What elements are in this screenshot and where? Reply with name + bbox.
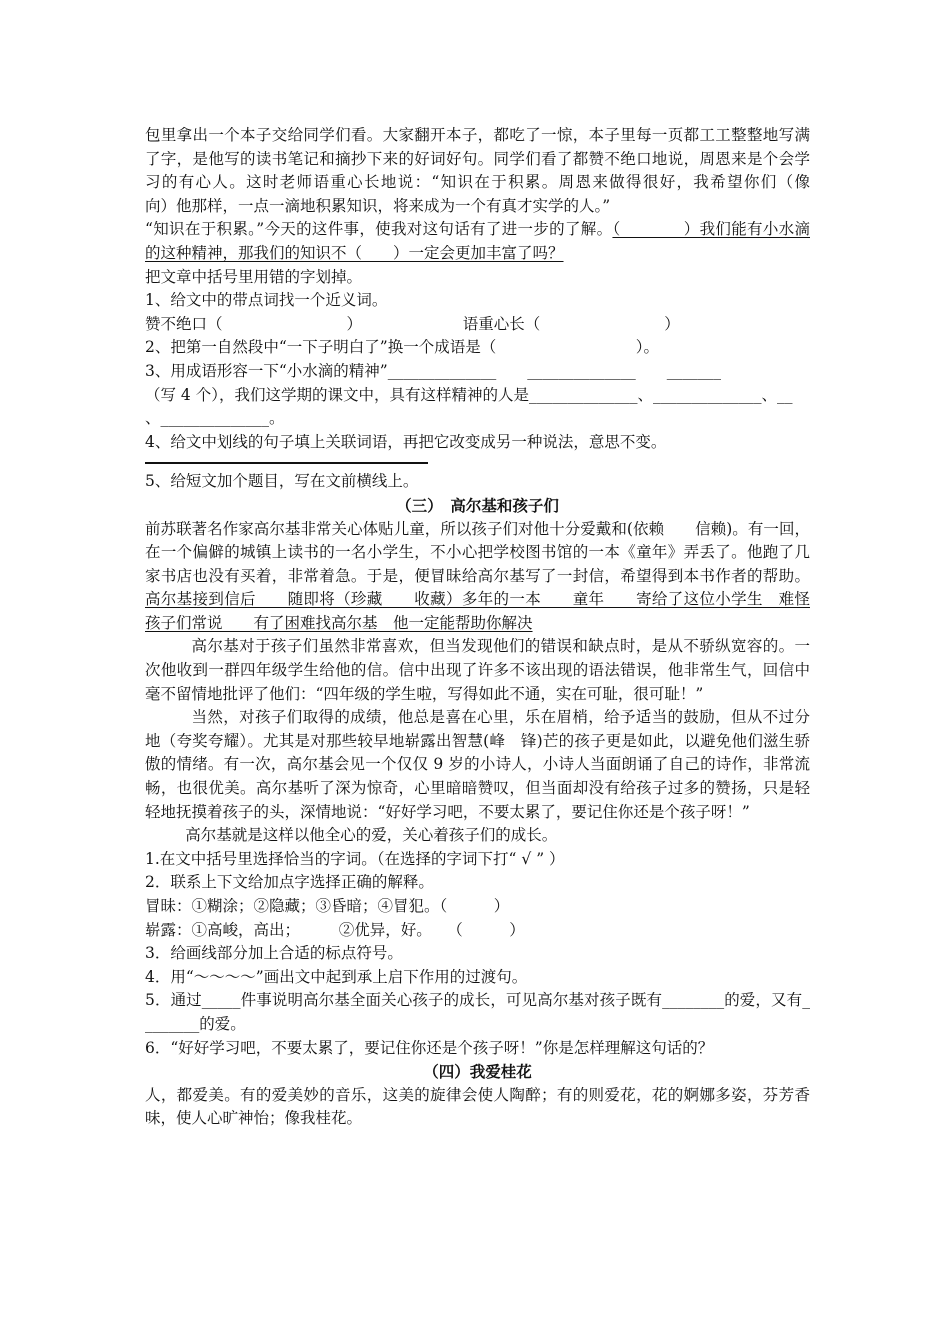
passage4-title: （四）我爱桂花 xyxy=(423,1062,532,1082)
passage2-question-2: 2、把第一自然段中“一下子明白了”换一个成语是（ ）。 xyxy=(145,338,659,357)
passage2-paragraph: 包里拿出一个本子交给同学们看。大家翻开本子，都吃了一惊，本子里每一页都工工整整地写满了字，是他写的读书笔记和摘抄下来的好词好句。同学们看了都赞不绝口地说，周恩来是个会学习的有心人。这时老师语重心长地说：“知识在于积累。周恩来做得很好，我希望你们（像 向）他那样，一点一滴地积累知识，将来成为一个有真才实学的人。” xyxy=(145,126,842,215)
passage3-question-3: 3．给画线部分加上合适的标点符号。 xyxy=(145,944,403,963)
passage3-question-2: 2．联系上下文给加点字选择正确的解释。 xyxy=(145,873,434,892)
passage2-underlined-sentence: （ ）我们能有小水滴的这种精神，那我们的知识不（ ）一定会更加丰富了吗？ xyxy=(145,220,810,262)
passage3-paragraph-2: 高尔基对于孩子们虽然非常喜欢，但当发现他们的错误和缺点时，是从不骄纵宽容的。一次他收到一群四年级学生给他的信。信中出现了许多不该出现的语法错误，他非常生气，回信中毫不留情地批评了他们：“四年级的学生啦，写得如此不通，实在可耻，很可耻！” xyxy=(145,637,810,703)
passage2-question-5: 5、给短文加个题目，写在文前横线上。 xyxy=(145,472,419,491)
passage3-question-2-a: 冒昧：①糊涂；②隐藏；③昏暗；④冒犯。（ ） xyxy=(145,897,510,915)
passage4-paragraph-1: 人，都爱美。有的爱美妙的音乐，这美的旋律会使人陶醉；有的则爱花，花的婀娜多姿，芬芳香味，使人心旷神怡；像我桂花。 xyxy=(145,1085,810,1128)
passage2-question-4: 4、给文中划线的句子填上关联词语，再把它改变成另一种说法，意思不变。 xyxy=(145,432,667,451)
passage2-paragraph-2 xyxy=(145,218,810,265)
passage3-title: （三） 高尔基和孩子们 xyxy=(396,495,559,515)
passage2-instruction: 把文章中括号里用错的字划掉。 xyxy=(145,267,363,286)
passage2-question-3-line-3: 、______________。 xyxy=(145,409,285,428)
passage3-question-2-b: 崭露：①高峻，高出； ②优异，好。 （ ） xyxy=(145,920,525,939)
passage2-paragraph-2-text: “知识在于积累。”今天的这件事，使我对这句话有了进一步的了解。 xyxy=(145,220,613,239)
passage3-paragraph-1-text: 前苏联著名作家高尔基非常关心体贴儿童，所以孩子们对他十分爱戴和(依赖 信赖)。有一回，在一个偏僻的城镇上读书的一名小学生，不小心把学校图书馆的一本《童年》弄丢了。他跑了几家书店也没有买着，非常着急。于是，便冒昧给高尔基写了一封信，希望得到本书作者的帮助。 xyxy=(145,519,810,585)
passage3-paragraph-4: 高尔基就是这样以他全心的爱，关心着孩子们的成长。 xyxy=(185,826,558,845)
passage3-paragraph-1 xyxy=(145,518,810,636)
passage3-question-4: 4．用“～～～～”画出文中起到承上启下作用的过渡句。 xyxy=(145,967,528,986)
passage3-question-6: 6．“好好学习吧，不要太累了，要记住你还是个孩子呀！”你是怎样理解这句话的？ xyxy=(145,1038,714,1057)
answer-line xyxy=(145,458,428,464)
document-page xyxy=(145,124,842,1131)
passage3-underlined-sentence: 高尔基接到信后 随即将（珍藏 收藏）多年的一本 童年 寄给了这位小学生 难怪孩子们常说 有了困难找高尔基 他一定能帮助你解决 xyxy=(145,590,810,632)
passage2-question-3-line-2: （写 4 个），我们这学期的课文中，具有这样精神的人是______________、______________、__ xyxy=(145,385,793,404)
passage2-question-3-line-1: 3、用成语形容一下“小水滴的精神”______________ ______________ _______ xyxy=(145,361,721,380)
passage2-question-1: 1、给文中的带点词找一个近义词。 xyxy=(145,291,388,310)
passage3-question-5: 5．通过_____件事说明高尔基全面关心孩子的成长，可见高尔基对孩子既有________的爱，又有________的爱。 xyxy=(145,991,810,1033)
passage2-question-1-answers: 赞不绝口（ ） 语重心长（ ） xyxy=(145,314,680,333)
passage3-paragraph-3: 当然，对孩子们取得的成绩，他总是喜在心里，乐在眉梢，给予适当的鼓励，但从不过分地（夸奖夸耀）。尤其是对那些较早地崭露出智慧(峰 锋)芒的孩子更是如此，以避免他们滋生骄傲的情绪。有一次，高尔基会见一个仅仅 9 岁的小诗人，小诗人当面朗诵了自己的诗作，非常流畅，也很优美。高尔基听了深为惊奇，心里暗暗赞叹，但当面却没有给孩子过多的赞扬，只是轻轻地抚摸着孩子的头，深情地说：“好好学习吧，不要太累了，要记住你还是个孩子呀！” xyxy=(145,708,810,821)
passage3-question-1: 1.在文中括号里选择恰当的字词。（在选择的字词下打“ √ ” ） xyxy=(145,849,565,868)
